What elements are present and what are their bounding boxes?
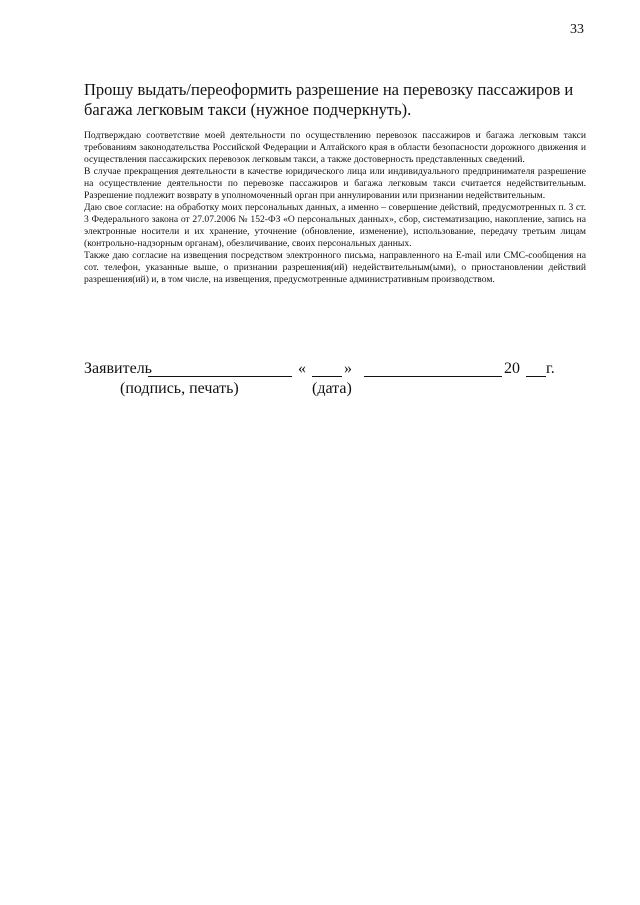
signature-line: [148, 376, 292, 377]
day-line: [312, 376, 342, 377]
paragraph-confirmation: Подтверждаю соответствие моей деятельности по осуществлению перевозок пассажиров и багажа легковым такси требованиям законодательства Российской Федерации и Алтайского края в области безопасности дорожного движения и осуществления пассажирских перевозок легковым такси, а также достоверность представленных сведений.: [84, 130, 586, 165]
consent-text: [84, 130, 586, 286]
year-suffix: г.: [546, 360, 555, 377]
caption-row: [84, 380, 484, 400]
quote-close: »: [344, 360, 352, 377]
paragraph-personal-data: Даю свое согласие: на обработку моих персональных данных, а именно – совершение действий, предусмотренных п. 3 ст. 3 Федерального закона от 27.07.2006 № 152-ФЗ «О персональных данных», сбор, систематизацию, накопление, запись на электронные носители и их хранение, уточнение (обновление, изменение), использование, передачу третьим лицам (контрольно-надзорным органам), обезличивание, своих персональных данных.: [84, 202, 586, 249]
paragraph-termination: В случае прекращения деятельности в качестве юридического лица или индивидуального предпринимателя разрешение на осуществление деятельности по перевозке пассажиров и багажа легковым такси считается недействительным. Разрешение подлежит возврату в уполномоченный орган при аннулировании или признании недействительным.: [84, 166, 586, 201]
signature-row: [84, 360, 564, 382]
paragraph-notifications: Также даю согласие на извещения посредством электронного письма, направленного на E-mail или СМС-сообщения на сот. телефон, указанные выше, о признании разрешения(ий) недействительным(ыми), о приостановлении действий разрешения(ий) и, в том числе, на извещения, предусмотренные административным производством.: [84, 250, 586, 285]
year-line: [526, 376, 546, 377]
applicant-label: Заявитель: [84, 360, 152, 377]
page-number: 33: [570, 22, 584, 37]
month-line: [364, 376, 502, 377]
date-caption: (дата): [312, 380, 352, 397]
year-prefix: 20: [504, 360, 520, 377]
signature-caption: (подпись, печать): [120, 380, 239, 397]
quote-open: «: [298, 360, 306, 377]
document-heading: Прошу выдать/переоформить разрешение на перевозку пассажиров и багажа легковым такси (нужное подчеркнуть).: [84, 80, 574, 119]
